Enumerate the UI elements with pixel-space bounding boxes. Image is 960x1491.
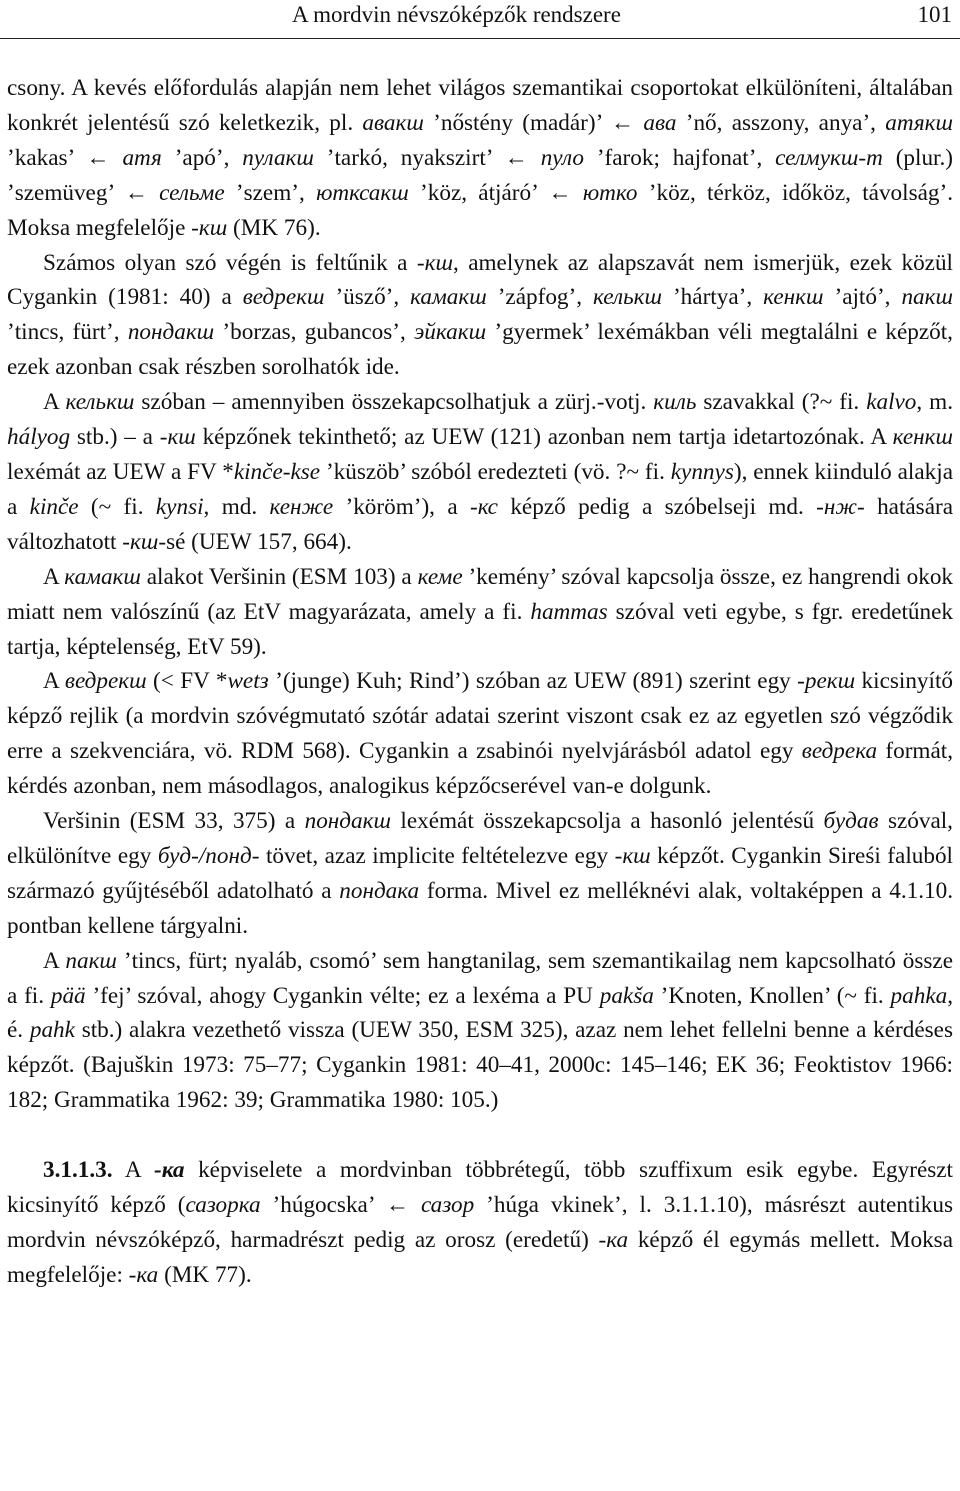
italic-term: селмукш-т — [775, 144, 883, 171]
bold-text: 3.1.1.3. — [43, 1157, 113, 1184]
text-run: , é. — [7, 982, 953, 1044]
text-run: , m. — [916, 389, 954, 416]
italic-term: ка — [136, 1261, 159, 1288]
italic-term: атякш — [885, 109, 954, 136]
italic-term: атя — [122, 144, 162, 171]
italic-term: пондака — [339, 877, 420, 904]
text-run: tövet, azaz implicite feltételezve egy - — [259, 842, 623, 869]
paragraph — [7, 560, 953, 665]
italic-term: эйкакш — [414, 319, 487, 346]
italic-term: сельме — [159, 179, 225, 206]
text-run: ’üsző’, — [324, 284, 411, 311]
text-run: ’farok; hajfonat’, — [583, 144, 776, 171]
italic-term: сазор — [420, 1191, 475, 1218]
italic-term: kynnys — [670, 458, 734, 485]
text-run: ’apó’, — [161, 144, 243, 171]
italic-term: рекш — [804, 668, 856, 695]
italic-term: пондакш — [304, 808, 391, 835]
italic-term: киль — [653, 389, 697, 416]
running-title: A mordvin névszóképzők rendszere — [292, 2, 621, 27]
italic-term: ютко — [582, 179, 638, 206]
paragraph — [7, 804, 953, 944]
text-run: ’borzas, gubancos’, — [214, 319, 415, 346]
text-run: ’küszöb’ szóból eredezteti (vö. ?~ fi. — [320, 458, 671, 485]
italic-term: pakša — [599, 982, 654, 1009]
text-run: kicsinyítő képző rejlik (a mordvin szóvégmutató szótár adatai szerint viszont csak ez az egyetlen szó végződik erre a szekvenciára, vö. RDM 568). Cygankin a zsabinói nyelvjárásból adatol egy — [7, 668, 953, 765]
text-run: képző él egymás mellett. Moksa megfelelője: - — [7, 1226, 953, 1288]
italic-term: камакш — [410, 284, 487, 311]
text-run: ’fej’ szóval, ahogy Cygankin vélte; ez a lexéma a PU — [85, 982, 600, 1009]
text-run: ’tincs, fürt’, — [7, 319, 128, 346]
text-run: A — [112, 1157, 154, 1184]
italic-term: hammas — [530, 598, 608, 625]
paragraph — [7, 246, 953, 386]
italic-term: кш — [167, 424, 196, 451]
text-run: ’húga vkinek’, l. 3.1.1.10), másrészt autentikus mordvin névszóképző, harmadrészt pedig az orosz (eredetű) - — [7, 1191, 953, 1253]
italic-term: нж — [823, 493, 857, 520]
text-run: (MK 77). — [158, 1261, 252, 1288]
italic-term: ведрека — [801, 738, 878, 765]
text-run: szavakkal (?~ fi. — [696, 389, 867, 416]
italic-term: кш — [622, 842, 651, 869]
italic-term: pahka — [890, 982, 948, 1009]
text-run: Veršinin (ESM 33, 375) a — [43, 808, 305, 835]
text-run: stb.) – a - — [70, 424, 168, 451]
paragraph — [7, 944, 953, 1119]
text-run: , md. — [203, 493, 270, 520]
text-run: ’szem’, — [224, 179, 317, 206]
italic-term: ведрекш — [64, 668, 147, 695]
paragraph — [7, 1153, 953, 1293]
text-run: szóval, elkülönítve egy — [7, 808, 953, 869]
italic-term: кш — [424, 249, 453, 276]
italic-term: pää — [50, 982, 86, 1009]
text-run: képviselete a mordvinban többrétegű, több szuffixum esik egybe. Egyrészt kicsinyítő képző ( — [7, 1157, 953, 1218]
italic-term: wetз — [227, 668, 269, 695]
text-run: A — [43, 668, 65, 695]
italic-term: kynsi — [155, 493, 204, 520]
text-run: ’zápfog’, — [486, 284, 593, 311]
italic-term: кс — [477, 493, 498, 520]
text-run: (plur.) ’szemüveg’ ← — [7, 144, 954, 206]
italic-term: ведрекш — [242, 284, 325, 311]
text-run: A — [43, 389, 66, 416]
italic-term: пакш — [65, 947, 117, 974]
text-run: (MK 76). — [227, 214, 321, 241]
text-run: képzőnek tekinthető; az UEW (121) azonban nem tartja idetartozónak. A — [195, 424, 893, 451]
italic-term: kalvo — [866, 389, 917, 416]
text-run: szóval veti egybe, s fgr. eredetűnek tartja, képtelenség, EtV 59). — [7, 598, 953, 660]
italic-term: камакш — [64, 563, 141, 590]
text-run: Számos olyan szó végén is feltűnik a - — [43, 249, 425, 276]
page-header — [0, 0, 960, 39]
italic-term: kinče-kse — [233, 458, 321, 485]
italic-term: пондакш — [127, 319, 215, 346]
text-run: ’húgocska’ ← — [260, 1191, 421, 1218]
text-run: ’gyermek’ lexémákban véli megtalálni e képzőt, ezek azonban csak részben sorolhatók ide. — [7, 319, 953, 381]
page-number: 101 — [917, 2, 952, 27]
text-run: szóban – amennyiben összekapcsolhatjuk a zürj.-votj. — [134, 389, 654, 416]
text-run: formát, kérdés azonban, nem másodlagos, analogikus képzőcserével van-e dolgunk. — [7, 738, 954, 800]
text-run: ’köz, átjáró’ ← — [408, 179, 583, 206]
italic-term: ютксакш — [316, 179, 409, 206]
text-run: csony. A kevés előfordulás alapján nem lehet világos szemantikai csoportokat elkülöníteni, általában konkrét jelentésű szó keletkezik, pl. — [7, 75, 953, 136]
text-run: ’tincs, fürt; nyaláb, csomó’ sem hangtanilag, sem szemantikailag nem kapcsolható össze a fi. — [7, 947, 954, 1009]
italic-term: пуло — [540, 144, 584, 171]
italic-term: кш — [129, 528, 159, 555]
italic-term: келькш — [65, 389, 135, 416]
italic-term: hályog — [7, 424, 71, 451]
italic-term: ка — [606, 1226, 629, 1253]
text-run: ’kemény’ szóval kapcsolja össze, ez hangrendi okok miatt nem valószínű (az EtV magyarázata, amely a fi. — [7, 563, 954, 625]
text-run: lexémát az UEW a FV * — [7, 458, 234, 485]
text-run: képzőt. Cygankin Sireśi faluból származó gyűjtéséből adatolható a — [7, 842, 953, 904]
text-run: A — [43, 947, 66, 974]
text-run: képző pedig a szóbelseji md. - — [497, 493, 824, 520]
italic-term: авакш — [362, 109, 424, 136]
text-run: -sé (UEW 157, 664). — [158, 528, 352, 555]
italic-term: kinče — [29, 493, 79, 520]
text-run: ’nőstény (madár)’ ← — [423, 109, 644, 136]
italic-term: pahk — [29, 1017, 75, 1044]
italic-term: кш — [198, 214, 228, 241]
italic-term: буд-/понд- — [157, 842, 260, 869]
text-run: (~ fi. — [78, 493, 156, 520]
italic-term: кенкш — [892, 424, 954, 451]
text-run: forma. Mivel ez melléknévi alak, voltaképpen a 4.1.10. pontban kellene tárgyalni. — [7, 877, 953, 939]
text-run: ’Knoten, Knollen’ (~ fi. — [653, 982, 891, 1009]
paragraph — [7, 385, 953, 560]
italic-term: кенкш — [763, 284, 824, 311]
italic-term: пакш — [901, 284, 953, 311]
italic-term: будав — [823, 808, 879, 835]
paragraph — [7, 71, 953, 246]
text-run: ’ajtó’, — [823, 284, 902, 311]
text-run: alakot Veršinin (ESM 103) a — [140, 563, 418, 590]
text-run: ), ennek kiinduló alakja a — [7, 458, 953, 520]
italic-term: келькш — [593, 284, 662, 311]
text-run: ’(junge) Kuh; Rind’) szóban az UEW (891) szerint egy - — [268, 668, 805, 695]
body-text — [7, 71, 953, 1293]
text-run: , amelynek az alapszavát nem ismerjük, ezek közül Cygankin (1981: 40) a — [7, 249, 953, 311]
text-run: ’hártya’, — [662, 284, 764, 311]
text-run: ’köz, térköz, időköz, távolság’. Moksa megfelelője - — [7, 179, 953, 241]
italic-term: сазорка — [185, 1191, 261, 1218]
paragraph — [7, 664, 953, 804]
text-run: ’nő, asszony, anya’, — [676, 109, 886, 136]
text-run: ’kakas’ ← — [7, 144, 123, 171]
text-run: ’köröm’), a - — [333, 493, 478, 520]
text-run: A — [43, 563, 65, 590]
italic-term: пулакш — [242, 144, 314, 171]
text-run: - hatására változhatott - — [7, 493, 954, 555]
italic-term: -ка — [153, 1157, 185, 1184]
italic-term: кеме — [417, 563, 463, 590]
text-run: stb.) alakra vezethető vissza (UEW 350, ESM 325), azaz nem lehet fellelni benne a kérdéses képzőt. (Bajuškin 1973: 75–77; Cygankin 1981: 40–41, 2000c: 145–146; EK 36; Feoktistov 1966: 182; Grammatika 1962: 39; Grammatika 1980: 105.) — [7, 1017, 954, 1114]
text-run: (< FV * — [146, 668, 228, 695]
text-run: ’tarkó, nyakszirt’ ← — [313, 144, 541, 171]
italic-term: ава — [643, 109, 677, 136]
text-run: lexémát összekapcsolja a hasonló jelentésű — [390, 808, 824, 835]
italic-term: кенже — [269, 493, 334, 520]
